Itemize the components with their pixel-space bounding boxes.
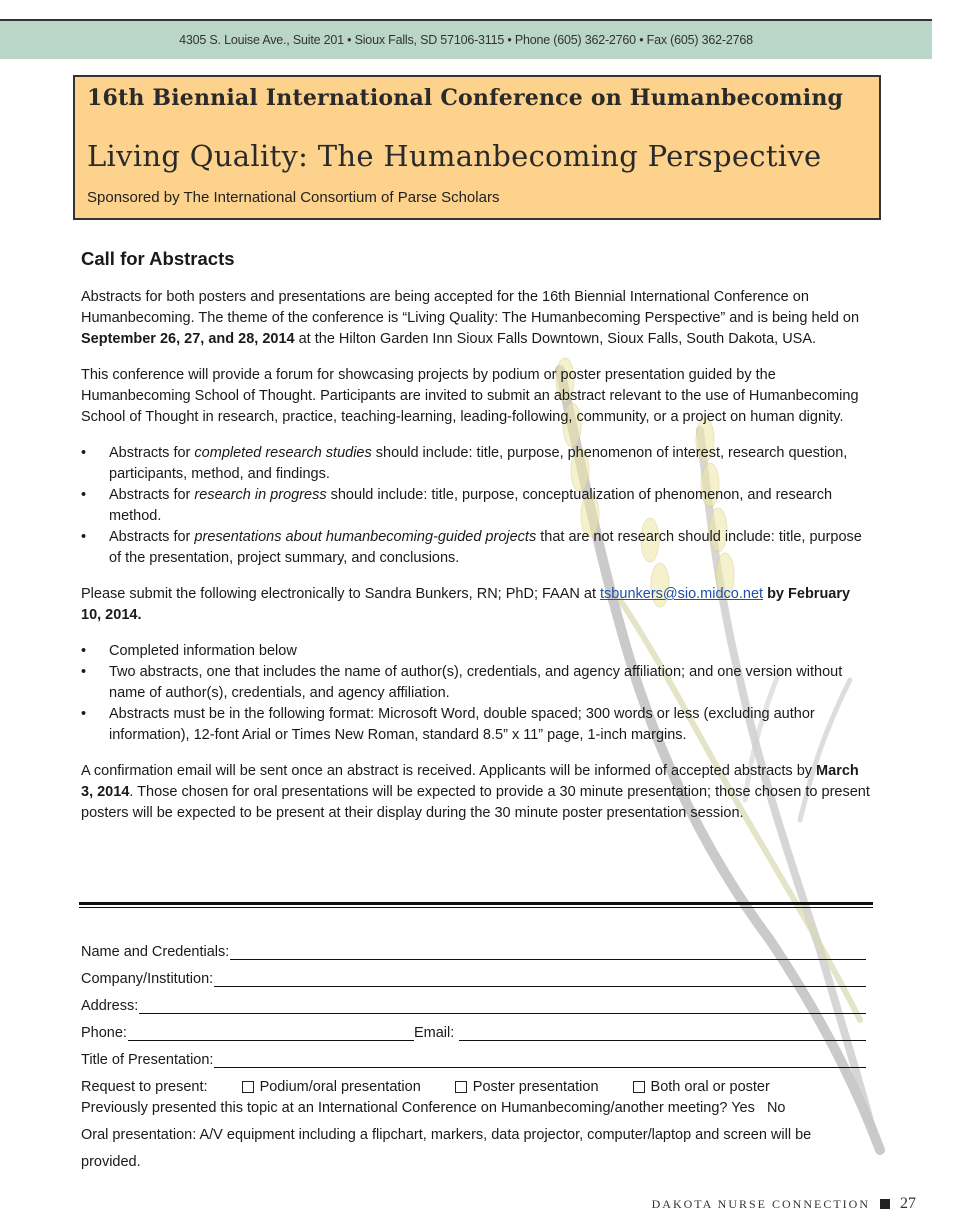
address-text: 4305 S. Louise Ave., Suite 201 • Sioux Falls, SD 57106-3115 • Phone (605) 362-2760 • Fax (605) 362-2768 (179, 33, 753, 47)
submit-paragraph (81, 584, 871, 626)
list-item-emphasis: completed research studies (194, 445, 372, 461)
section-heading: Call for Abstracts (81, 248, 235, 269)
address-field[interactable] (139, 997, 866, 1014)
podium-option[interactable] (242, 1079, 421, 1095)
address-label: Address: (81, 998, 139, 1014)
form-divider-thin (79, 907, 873, 908)
checkbox[interactable] (242, 1081, 254, 1093)
publication-name: DAKOTA NURSE CONNECTION (651, 1196, 870, 1211)
main-content (81, 248, 871, 839)
list-item (81, 527, 871, 569)
address-row (81, 987, 866, 1014)
checkbox[interactable] (633, 1081, 645, 1093)
conference-dates: September 26, 27, and 28, 2014 (81, 331, 295, 347)
poster-option[interactable] (455, 1079, 599, 1095)
email-link[interactable]: tsbunkers@sio.midco.net (600, 586, 764, 602)
email-label: Email: (413, 1025, 459, 1041)
list-item-text: should include: title, purpose, conceptualization of phenomenon, and research method. (109, 487, 833, 524)
conference-banner (73, 75, 881, 220)
list-item-text: should include: title, purpose, phenomenon of interest, research question, participants, method, and findings. (109, 445, 848, 482)
title-label: Title of Presentation: (81, 1052, 214, 1068)
title-row (81, 1041, 866, 1068)
option-label: Poster presentation (472, 1079, 599, 1095)
both-option[interactable] (633, 1079, 770, 1095)
list-item-text: Abstracts for (109, 529, 195, 545)
intro-text-b: at the Hilton Garden Inn Sioux Falls Downtown, Sioux Falls, South Dakota, USA. (294, 331, 817, 347)
previously-presented-question: Previously presented this topic at an International Conference on Humanbecoming/another meeting? Yes No (81, 1100, 786, 1116)
sponsor-line: Sponsored by The International Consortium of Parse Scholars (87, 189, 500, 206)
company-field[interactable] (214, 970, 866, 987)
confirmation-text-b: . Those chosen for oral presentations will be expected to provide a 30 minute presentation; those chosen to present posters will be expected to be present at their display during the 30 minute poster presentation session. (81, 784, 870, 821)
phone-email-row (81, 1014, 866, 1041)
list-item (81, 443, 871, 485)
list-item (81, 485, 871, 527)
phone-field[interactable] (128, 1024, 414, 1041)
submit-text: Please submit the following electronically to Sandra Bunkers, RN; PhD; FAAN at (81, 586, 601, 602)
company-label: Company/Institution: (81, 971, 214, 987)
name-label: Name and Credentials: (81, 944, 230, 960)
option-label: Podium/oral presentation (259, 1079, 421, 1095)
email-field[interactable] (459, 1024, 866, 1041)
request-row (81, 1068, 866, 1095)
list-item-emphasis: presentations about humanbecoming-guided projects (194, 529, 537, 545)
name-row (81, 933, 866, 960)
form-divider-thick (79, 902, 873, 905)
square-bullet-icon (880, 1199, 890, 1209)
confirmation-text-a: A confirmation email will be sent once an abstract is received. Applicants will be informed of accepted abstracts by (81, 763, 817, 779)
intro-paragraph (81, 287, 871, 350)
submit-deadline: by February 10, 2014. (81, 586, 851, 623)
registration-form (81, 933, 866, 1176)
checkbox[interactable] (455, 1081, 467, 1093)
address-bar (0, 21, 932, 59)
list-item-text: Abstracts for (109, 487, 195, 503)
confirmation-paragraph (81, 761, 871, 824)
list-item-emphasis: research in progress (194, 487, 327, 503)
intro-text-a: Abstracts for both posters and presentations are being accepted for the 16th Biennial International Conference on Humanbecoming. The theme of the conference is “Living Quality: The Humanbecoming Perspective” and is being held on (81, 289, 860, 326)
abstract-requirements-list (81, 443, 871, 569)
list-item: • Abstracts must be in the following format: Microsoft Word, double spaced; 300 words or less (excluding author information), 12-font Arial or Times New Roman, standard 8.5” x 11” page, 1-inch margins. (81, 704, 871, 746)
page-footer (652, 1195, 916, 1213)
list-item: • Completed information below (81, 641, 871, 662)
forum-paragraph: This conference will provide a forum for showcasing projects by podium or poster presentation guided by the Humanbecoming School of Thought. Participants are invited to submit an abstract relevant to the use of Humanbecoming School of Thought in research, practice, teaching-learning, leading-following, community, or a project on human dignity. (81, 367, 859, 425)
name-field[interactable] (230, 943, 866, 960)
request-label: Request to present: (81, 1079, 208, 1095)
title-field[interactable] (214, 1051, 866, 1068)
list-item-text: Abstracts for (109, 445, 195, 461)
submission-list (81, 641, 871, 746)
conference-theme: Living Quality: The Humanbecoming Perspective (87, 139, 822, 173)
conference-title: 16th Biennial International Conference on Humanbecoming (87, 85, 844, 111)
option-label: Both oral or poster (650, 1079, 770, 1095)
notification-date: March 3, 2014 (81, 763, 859, 800)
phone-label: Phone: (81, 1025, 127, 1041)
page-number: 27 (900, 1195, 916, 1212)
list-item-text: that are not research should include: title, purpose of the presentation, project summary, and conclusions. (109, 529, 862, 566)
company-row (81, 960, 866, 987)
list-item: • Two abstracts, one that includes the name of author(s), credentials, and agency affiliation; and one version without name of author(s), credentials, and agency affiliation. (81, 662, 871, 704)
av-note: Oral presentation: A/V equipment including a flipchart, markers, data projector, computer/laptop and screen will be provided. (81, 1127, 812, 1170)
